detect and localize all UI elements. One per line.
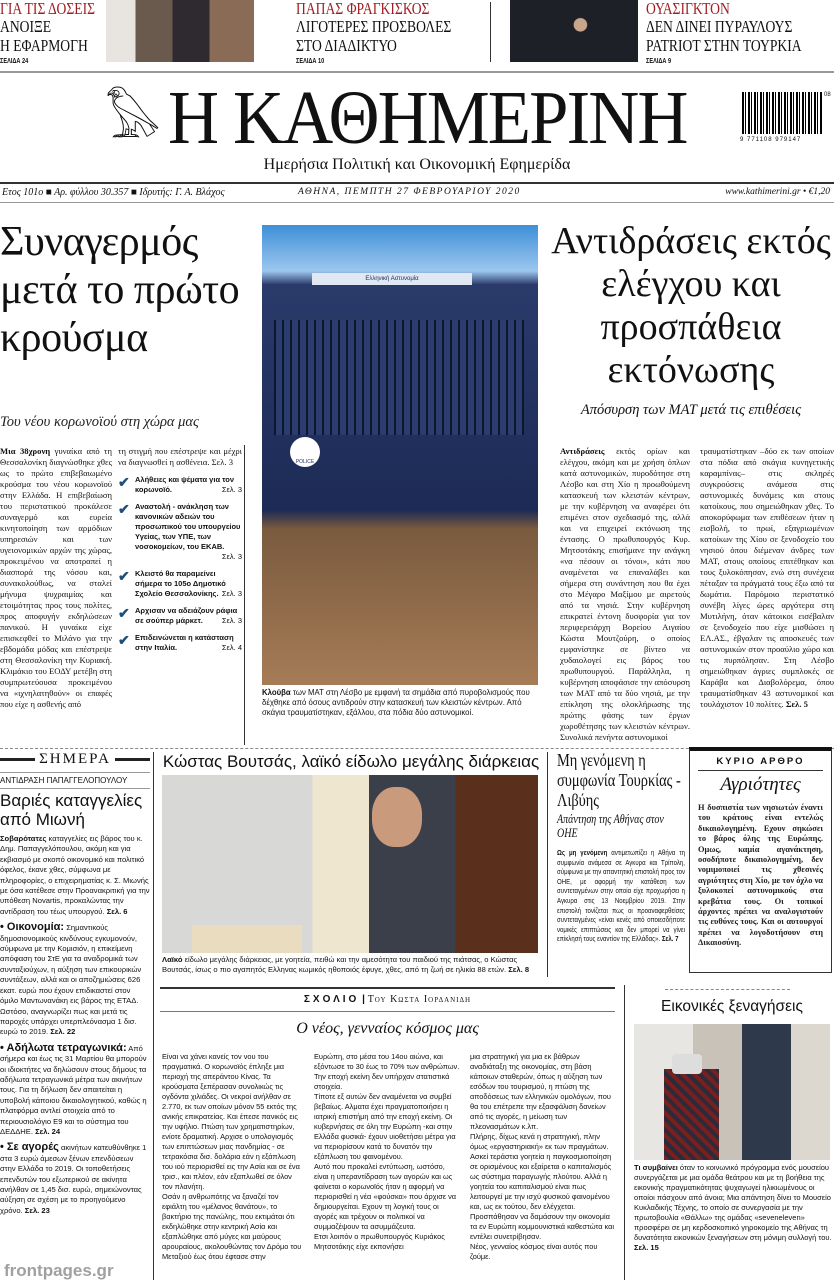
comment-col-1: Είναι να χάνει κανείς τον νου του πραγματικά. Ο κορωνοϊός έπληξε μια περιοχή της απεράντου Κίνας. Τα κρούσματα ξεπέρασαν συνολικώς τις ογδόντα χιλιάδες. Οι νεκροί ανήλθαν σε 2.770, εκ των οποίων μόνον 55 εκτός της ανικής επικρατείας. Και έπεσε πανικός εις την υφήλιο. Πτώση των χρηματιστηρίων, ενίοτε δραματική. Αρχισε ο υπολογισμός των επιπτώσεων μιας πανδημίας - σε τετρακόσια δισ. δολάρια εάν η εξάπλωση του ιού περιορισθεί εις την Ασία και σε ένα τρισ., και πλέον, εάν εξαπλωθεί σε όλον τον πλανήτη. Οσάν η ανθρωπότης να ξαναζεί τον εφιάλτη του «μέλανος θανάτου», το βακτήριο της πανώλης, που εκτιμάται ότι εκδηλώθηκε στην κεντρική Ασία και εξαπλώθηκε από μύγες και μαύρους αρουραίους, ακολουθώντας τον Δρόμο του Μεταξιού έως ότου έφτασε στην xyxy=(162,1052,302,1261)
libya-story xyxy=(557,750,685,944)
teaser-kicker: ΠΑΠΑΣ ΦΡΑΓΚΙΣΚΟΣ xyxy=(296,0,430,18)
bullet-text: Κλειστό θα παραμείνει σήμερα το 105ο Δημοτικό Σχολείο Θεσσαλονίκης. xyxy=(135,569,226,598)
vr-tour-photo xyxy=(634,1024,830,1160)
page-ref: Σελ. 3 xyxy=(221,552,242,561)
comment-author: Του Κωστα Ιορδανιδη xyxy=(367,994,472,1005)
issue-info: Ετος 101ο ■ Αρ. φύλλου 30.357 ■ Ιδρυτής: Γ. Α. Βλάχος xyxy=(2,187,225,198)
barcode-issue: 08 xyxy=(824,92,831,98)
teaser-page: ΣΕΛΙΔΑ 10 xyxy=(296,58,325,65)
page-ref: Σελ. 3 xyxy=(221,616,242,625)
chair xyxy=(192,925,302,953)
lead-word: Ως μη γενόμενη xyxy=(557,848,608,857)
barcode xyxy=(742,92,822,134)
checkmark-icon: ✔ xyxy=(118,632,130,648)
today-sidebar xyxy=(0,751,150,1216)
item-text: ακινήτων κατευθύνθηκε 1 στα 3 ευρώ άμεσων ξένων επενδύσεων στην Ελλάδα το 2019. Οι τοποθετήσεις επενδυτών του εξωτερικού σε ακίνητα ανήλθαν σε 1,45 δισ. ευρώ, σημειώνοντας αύξηση σε σχέση με το προηγούμενο χρόνο. xyxy=(0,1143,147,1215)
divider xyxy=(665,989,790,990)
comment-col-3: μια στρατηγική για μια εκ βάθρων αναδιάταξη της οικονομίας, στη βάση κάποιων σταθερών, όπως η αύξηση των εσόδων του τουρισμού, η πτώση της αποδόσεως των ελληνικών ομολόγων, που θα του επέτρεπε την εξασφάλιση δανείων από τις αγορές, η μείωση των πλεονασμάτων κ.λπ. Πλήρης, δίχως κενά η στρατηγική, πλην όμως «εργαστηριακή» εκ των πραγμάτων. Ασκεί τεράστια γοητεία η παγκοσμιοποίηση σε ορισμένους και εξαίρεται ο καπιταλισμός ως σύστημα παραγωγής πλούτου. Αλλά η γοητεία του καπιταλισμού είναι πως λειτουργεί με την ισχύ φυσικού φαινομένου και, ως εκ τούτου, δεν ελέγχεται. Προσπάθησαν να δαμάσουν την οικονομία τα εν Ευρώπη κομμουνιστικά καθεστώτα και εντέλει συνετρίβησαν. Νέος, γενναίος κόσμος είναι αυτός που ζούμε. xyxy=(470,1052,615,1261)
right-text-2: τραυματίστηκαν –δύο εκ των οποίων στα πόδια από σκάγια κυνηγετικής καραμπίνας– στις σκληρές συγκρούσεις ανάμεσα στις αστυνομικές δυνάμεις και στους κατοίκους, που σημειώθηκαν χθες. Το αποκορύφωμα των επιθέσεων ήταν η εισβολή, το πρωί, εξαγριωμένων κατοίκων της Χίου σε ξενοδοχείο του νησιού όπου διέμεναν άνδρες των ΜΑΤ, στους οποίους επιτέθηκαν και τους ξυλοκόπησαν, ενώ στη συνέχεια πέταξαν τα πράγματά τους έξω από τα δωμάτια. Παρόμοιο περιστατικό συνέβη λίγες ώρες αργότερα στη Μυτιλήνη, όταν κάτοικοι εισέβαλαν σε ξενοδοχείο που είχε μισθώσει η ΕΛ.ΑΣ., έβγαλαν τις αποσκευές των αστυνομικών στον προαύλιο χώρο και τις πυρπόλησαν. Στη Λέσβο σημειώθηκαν άγριες συμπλοκές σε Καράβα και Διαβολόρεμα, όπου τραυματίσθηκαν 43 αστυνομικοί και τουλάχιστον 10 πολίτες. xyxy=(700,446,834,709)
editorial-body: Η δυσπιστία των νησιωτών έναντι του κράτους είναι εντελώς δικαιολογημένη. Εχουν σηκώσει το βάρος όλης της Ευρώπης. Ομως, καμία αγανάκτηση, οσοδήποτε δικαιολογημένη, δεν νομιμοποιεί τις χθεσινές αγριότητες στη Χίο, με τον όχλο να ξυλοκοπεί αστυνομικούς στα κρεβάτια τους. Οι τοπικοί άρχοντες πρέπει να αναλογιστούν τις ευθύνες τους. Και οι αυτουργοί πρέπει να λογοδοτήσουν στη Δικαιοσύνη. xyxy=(698,803,823,948)
comment-header: ΣΧΟΛΙΟ | Του Κωστα Ιορδανιδη xyxy=(303,994,472,1005)
page-ref[interactable]: Σελ. 7 xyxy=(661,934,679,944)
divider xyxy=(624,985,625,1280)
teaser-page: ΣΕΛΙΔΑ 9 xyxy=(646,58,672,65)
checkmark-icon: ✔ xyxy=(118,474,130,490)
today-kicker: ΑΝΤΙΔΡΑΣΗ ΠΑΠΑΓΓΕΛΟΠΟΥΛΟΥ xyxy=(0,772,150,785)
caption-text: είδωλο μεγάλης διάρκειας, με γοητεία, πειθώ και την αμεσότητα του παιδιού της πιάτσας, ο Κώστας Βουτσάς, ίσως ο πιο αγαπητός Ελληνας κωμικός ηθοποιός έφυγε, χθες, από τη ζωή σε ηλικία 88 ετών. xyxy=(162,955,518,974)
caption-lead: Τι συμβαίνει xyxy=(634,1163,678,1172)
teaser-kicker: ΟΥΑΣΙΓΚΤΟΝ xyxy=(646,0,730,18)
libya-subtitle: Απάντηση της Αθήνας στον ΟΗΕ xyxy=(557,812,664,840)
lead-word: Αντιδράσεις xyxy=(560,446,605,456)
right-body-2 xyxy=(700,446,834,748)
bullet-icon: • xyxy=(0,1041,7,1054)
lead-text: γυναίκα από τη Θεσσαλονίκη διαγνώσθηκε χθες ως το πρώτο επιβεβαιωμένο κρούσμα του νέου κορωνοϊού στην Ελλάδα. Η επιβεβαίωση του περιστατικού προκάλεσε συναγερμό και ευρεία κινητοποίηση των αρμόδιων υπηρεσιών και των υγειονομικών αρχών της χώρας, προκειμένου να αποτραπεί η διασπορά της νόσου και, συνακολούθως, να σταλεί μήνυμα ψυχραιμίας και ετοιμότητας προς τους πολίτες, προς αποφυγήν εκδηλώσεων πανικού. Η γυναίκα είχε επισκεφθεί το Μιλάνο για την εβδομάδα μόδας και επέστρεψε στη Θεσσαλονίκη την Κυριακή. Κλιμάκιο του ΕΟΔΥ μετέβη στη συμπρωτεύουσα προκειμένου να «ιχνηλατηθούν» οι επαφές που είχε η ασθενής από xyxy=(0,446,112,709)
page-ref[interactable]: Σελ. 23 xyxy=(24,1205,50,1215)
right-subtitle: Απόσυρση των ΜΑΤ μετά τις επιθέσεις xyxy=(580,402,802,418)
tours-caption xyxy=(634,1163,832,1253)
bullet-item[interactable] xyxy=(118,569,242,599)
page-ref[interactable]: Σελ. 22 xyxy=(50,1027,76,1037)
divider xyxy=(0,71,834,73)
checkmark-icon: ✔ xyxy=(118,605,130,621)
comment-title[interactable]: Ο νέος, γενναίος κόσμος μας xyxy=(296,1020,479,1037)
erdogan-photo xyxy=(510,0,638,62)
teaser-3[interactable] xyxy=(646,0,833,65)
voutsas-headline[interactable]: Κώστας Βουτσάς, λαϊκό είδωλο μεγάλης διάρκειας xyxy=(162,752,540,771)
page-ref[interactable]: Σελ. 24 xyxy=(35,1126,61,1136)
bullet-item[interactable] xyxy=(118,633,242,653)
teaser-page: ΣΕΛΙΔΑ 24 xyxy=(0,58,29,65)
today-body xyxy=(0,834,150,917)
lead-headline[interactable]: Συναγερμός μετά το πρώτο κρούσμα xyxy=(0,219,240,361)
masthead-title[interactable]: Η ΚΑΘΗΜΕΡΙΝΗ xyxy=(168,76,687,160)
libya-text: αντιμετωπίζει η Αθήνα τη συμφωνία ανάμεσα σε Αγκυρα και Τρίπολη, σύμφωνα με την απαντητική επιστολή προς τον ΟΗΕ, με αφορμή την κατάθεση των συντεταγμένων στην οποία είχε προχωρήσει η Αγκυρα στις 13 Νοεμβρίου 2019. Στην επιστολή τονίζεται πως οι προαναφερθείσες συντεταγμένες «είναι κενές από οποιεσδήποτε νομικές επιπτώσεις και δεν μπορεί να γίνει επίκλησή τους εναντίον της Ελλάδας». xyxy=(557,848,686,944)
griffin-logo-icon: 𓅃 xyxy=(105,92,161,148)
divider xyxy=(160,1011,615,1012)
page-ref[interactable]: Σελ. 5 xyxy=(785,699,808,709)
bullet-text: Αλήθειες και ψέματα για τον κορωνοϊό. xyxy=(135,475,235,494)
item-text: Από σήμερα και έως τις 31 Μαρτίου θα μπορούν οι ιδιοκτήτες να δηλώσουν στους δήμους τα αδήλωτα τετραγωνικά μέτρα των ακινήτων τους. Για τη δήλωση δεν απαιτείται η υποβολή κάποιου δικαιολογητικού, καθώς η πλατφόρμα αντλεί στοιχεία από το περιουσιολόγιο Ε9 και το σύστημα του ΔΕΔΔΗΕ. xyxy=(0,1043,147,1136)
today-text: καταγγελίες εις βάρος του κ. Δημ. Παπαγγελόπουλου, ακόμη και για εκβιασμό με σκοπό οικονομικό και πολιτικό όφελος, έκανε χθες, σύμφωνα με πληροφορίες, ο επιχειρηματίας κ. Σ. Μιωνής με όσα κατέθεσε στην Προανακριτική για την υπόθεση Novartis, προκαλώντας την αντίδραση του τέως υπουργού. xyxy=(0,834,150,916)
caption-lead: Κλούβα xyxy=(262,688,291,697)
item-text: Σημαντικούς δημοσιονομικούς κινδύνους εγκυμονούν, σύμφωνα με την Κομισιόν, η επικείμενη απόφαση του ΣτΕ για τα αναδρομικά των συνταξιούχων, η αύξηση των επικουρικών συντάξεων, αλλά και οι αποζημιώσεις 626 εκατ. ευρώ που έχουν επιδικαστεί στον όμιλο Μαντωνανάκη εις βάρος της ΕΤΑΔ. Ωστόσο, αναγνωρίζει πως και μετά τις παροχές υπάρχει υπερπλεόνασμα 1 δισ. ευρώ το 2019. xyxy=(0,923,142,1037)
teaser-title: ΔΕΝ ΔΙΝΕΙ ΠΥΡΑΥΛΟΥΣ PATRIOT ΣΤΗΝ ΤΟΥΡΚΙΑ xyxy=(646,17,802,55)
teaser-kicker: ΓΙΑ ΤΙΣ ΔΟΣΕΙΣ xyxy=(0,0,96,18)
comment-label: ΣΧΟΛΙΟ xyxy=(303,994,360,1005)
elderly-person xyxy=(664,1069,719,1160)
lead-body xyxy=(0,446,112,748)
editorial-header: ΚΥΡΙΟ ΑΡΘΡΟ xyxy=(698,756,823,771)
right-text: εκτός ορίων και ελέγχου, ακόμη και με χρήση όπλων κατά αστυνομικών, πυροδότησε στη Λέσβο και στη Χίο η προωθούμενη κατασκευή των κλειστών κέντρων, με την κυβέρνηση να αναφέρει ότι επιμένει στον σχεδιασμό της, αλλά και να επιχειρεί εκτόνωση της έντασης. Ο πρωθυπουργός Κυρ. Μητσοτάκης επισήμανε την ανάγκη «να πέσουν οι τόνοι», κάτι που αναμένεται να επαναλάβει και σήμερα στη συνάντηση που θα έχει στο Μέγαρο Μαξίμου με αιρετούς από τα νησιά. Στην κυβέρνηση επικρατεί έντονη δυσφορία για τον περιφερειάρχη Βορείου Αιγαίου Κώστα Μουτζούρη, ο οποίος εμφανίστηκε σε βίντεο να χυδαιολογεί εις βάρος του πρωθυπουργού. Παράλληλα, η κυβέρνηση αποφάσισε την απόσυρση των ΜΑΤ από τα δύο νησιά, με την επίκληση της ολοκλήρωσης της πρώτης φάσης των έργων χωροθέτησης των κλειστών κέντρων. Συνολικά πενήντα αστυνομικοί xyxy=(560,446,690,742)
lead-word: Μια 38χρονη xyxy=(0,446,51,456)
checkmark-icon: ✔ xyxy=(118,501,130,517)
today-header: ΣΗΜΕΡΑ xyxy=(39,751,111,767)
bullet-item[interactable] xyxy=(118,502,242,562)
caption-text: όταν το κοινωνικό πρόγραμμα ενός μουσείου συνεργάζεται με μια ομάδα θεάτρου και με τη βοήθεια της εικονικής πραγματικότητας ψυχαγωγεί ηλικιωμένους οι οποίοι πάσχουν από άνοια; Μια απάντηση δίνει το Μουσείο Κυκλαδικής Τέχνης, το οποίο σε συνεργασία με την πρωτοβουλία «Θάλλω» της ομάδας «seveneleven» προσφέρει σε μη κερδοσκοπικό γηροκομείο της Αθήνας τη δυνατότητα εικονικών ξεναγήσεων στη μόνιμη συλλογή του. xyxy=(634,1163,832,1242)
today-item xyxy=(0,922,150,1037)
vr-headset xyxy=(672,1054,702,1074)
voutsas-photo xyxy=(162,775,538,953)
portrait-face xyxy=(372,787,422,847)
bullet-item[interactable] xyxy=(118,606,242,626)
item-label: Αδήλωτα τετραγωνικά: xyxy=(6,1041,127,1054)
teaser-title: ΑΝΟΙΞΕ Η ΕΦΑΡΜΟΓΗ xyxy=(0,17,88,55)
page-ref: Σελ. 3 xyxy=(221,589,242,598)
teaser-title: ΛΙΓΟΤΕΡΕΣ ΠΡΟΣΒΟΛΕΣ ΣΤΟ ΔΙΑΔΙΚΤΥΟ xyxy=(296,17,452,55)
page-ref[interactable]: Σελ. 8 xyxy=(508,965,530,974)
bullet-item[interactable] xyxy=(118,475,242,495)
checkmark-icon: ✔ xyxy=(118,568,130,584)
caption-text: των ΜΑΤ στη Λέσβο με εμφανή τα σημάδια από πυροβολισμούς που δέχθηκε από όσους αντιδρούν στην κατασκευή των κλειστών κέντρων. Από σκάγια τραυματίστηκαν, εξάλλου, στα πόδια δύο αστυνομικοί. xyxy=(262,688,530,717)
divider xyxy=(547,752,548,977)
item-label: Σε αγορές xyxy=(6,1141,59,1154)
bullet-icon: • xyxy=(0,1141,7,1154)
barcode-number: 9 771108 979147 xyxy=(740,137,802,143)
right-body xyxy=(560,446,690,748)
masthead-subtitle: Ημερήσια Πολιτική και Οικονομική Εφημερίδα xyxy=(263,156,571,173)
police-badge: POLICE xyxy=(290,437,320,467)
divider xyxy=(0,182,834,184)
lead-body-2: τη στιγμή που επέστρεψε και μέχρι να διαγνωσθεί η ασθένεια. Σελ. 3 xyxy=(118,446,242,467)
libya-body xyxy=(557,848,685,944)
bus-windows xyxy=(274,320,524,435)
page-ref[interactable]: Σελ. 15 xyxy=(634,1243,659,1252)
bullet-text: Επιδεινώνεται η κατάσταση στην Ιταλία. xyxy=(135,633,234,652)
page-ref[interactable]: Σελ. 6 xyxy=(106,906,128,916)
website-price[interactable]: www.kathimerini.gr • €1,20 xyxy=(725,187,830,197)
libya-headline[interactable]: Μη γενόμενη η συμφωνία Τουρκίας - Λιβύης xyxy=(557,750,681,810)
today-item xyxy=(0,1142,150,1216)
divider xyxy=(244,445,245,745)
pope-photo xyxy=(106,0,254,62)
main-photo-caption xyxy=(262,688,538,718)
today-title[interactable]: Βαριές καταγγελίες από Μιωνή xyxy=(0,788,150,829)
editorial-title[interactable]: Αγριότητες xyxy=(720,774,801,795)
lead-subtitle: Του νέου κορωνοϊού στη χώρα μας xyxy=(0,414,199,430)
divider xyxy=(0,202,834,203)
editorial-box xyxy=(689,747,832,973)
lead-side xyxy=(118,446,242,653)
divider xyxy=(160,987,615,989)
page-ref: Σελ. 3 xyxy=(221,485,242,494)
date: ΑΘΗΝΑ, ΠΕΜΠΤΗ 27 ΦΕΒΡΟΥΑΡΙΟΥ 2020 xyxy=(298,187,521,197)
caption-lead: Λαϊκό xyxy=(162,955,183,964)
voutsas-caption xyxy=(162,955,540,975)
divider xyxy=(153,752,154,1280)
bus-label: Ελληνική Αστυνομία xyxy=(312,273,472,285)
page-ref: Σελ. 4 xyxy=(221,643,242,652)
item-label: Οικονομία: xyxy=(6,921,65,934)
teaser-2[interactable] xyxy=(296,0,485,65)
lead-word: Σοβαρότατες xyxy=(0,834,47,843)
right-headline[interactable]: Αντιδράσεις εκτός ελέγχου και προσπάθεια εκτόνωσης xyxy=(551,220,831,391)
bullet-text: Αρχισαν να αδειάζουν ράφια σε σούπερ μάρκετ. xyxy=(135,606,238,625)
police-bus-photo xyxy=(262,225,538,685)
teaser-1[interactable] xyxy=(0,0,99,65)
today-item xyxy=(0,1043,150,1138)
divider xyxy=(490,2,491,62)
tours-headline[interactable]: Εικονικές ξεναγήσεις xyxy=(661,998,803,1015)
watermark: frontpages.gr xyxy=(4,1261,114,1280)
comment-col-2: Ευρώπη, στο μέσα του 14ου αιώνα, και εξόντωσε το 30 έως το 70% των ανθρώπων. Την εποχή εκείνη δεν υπήρχαν στατιστικά στοιχεία. Τίποτε εξ αυτών δεν αναμένεται να συμβεί βεβαίως. Αλματα έχει πραγματοποιήσει η ιατρική επιστήμη από την εποχή εκείνη. Οι κυβερνήσεις σε όλη την Ευρώπη -και στην Ελλάδα φυσικά- έχουν υιοθετήσει μέτρα για να περιορίσουν κατά το δυνατόν την εξάπλωση του φαινομένου. Αυτό που προκαλεί εντύπωση, ωστόσο, είναι η υπεραντίδραση των αγορών και ως φαίνεται ο κορωνοϊός ήταν η αφορμή να περιορισθεί η νέα «φούσκα» που άρχισε να δημιουργείται. Εχουν τη λογική τους οι αγορές και τρέχουν οι πολιτικοί να συμμαζέψουν τα ασυμμάζευτα. Ετσι λοιπόν ο πρωθυπουργός Κυριάκος Μητσοτάκης είχε εκπονήσει xyxy=(314,1052,460,1251)
bullet-icon: • xyxy=(0,921,7,934)
bullet-text: Αναστολή - ανάκληση των κανονικών αδειών του προσωπικού του υπουργείου Υγείας, των ΥΠΕ, των νοσοκομείων, του ΕΚΑΒ. xyxy=(135,502,241,551)
